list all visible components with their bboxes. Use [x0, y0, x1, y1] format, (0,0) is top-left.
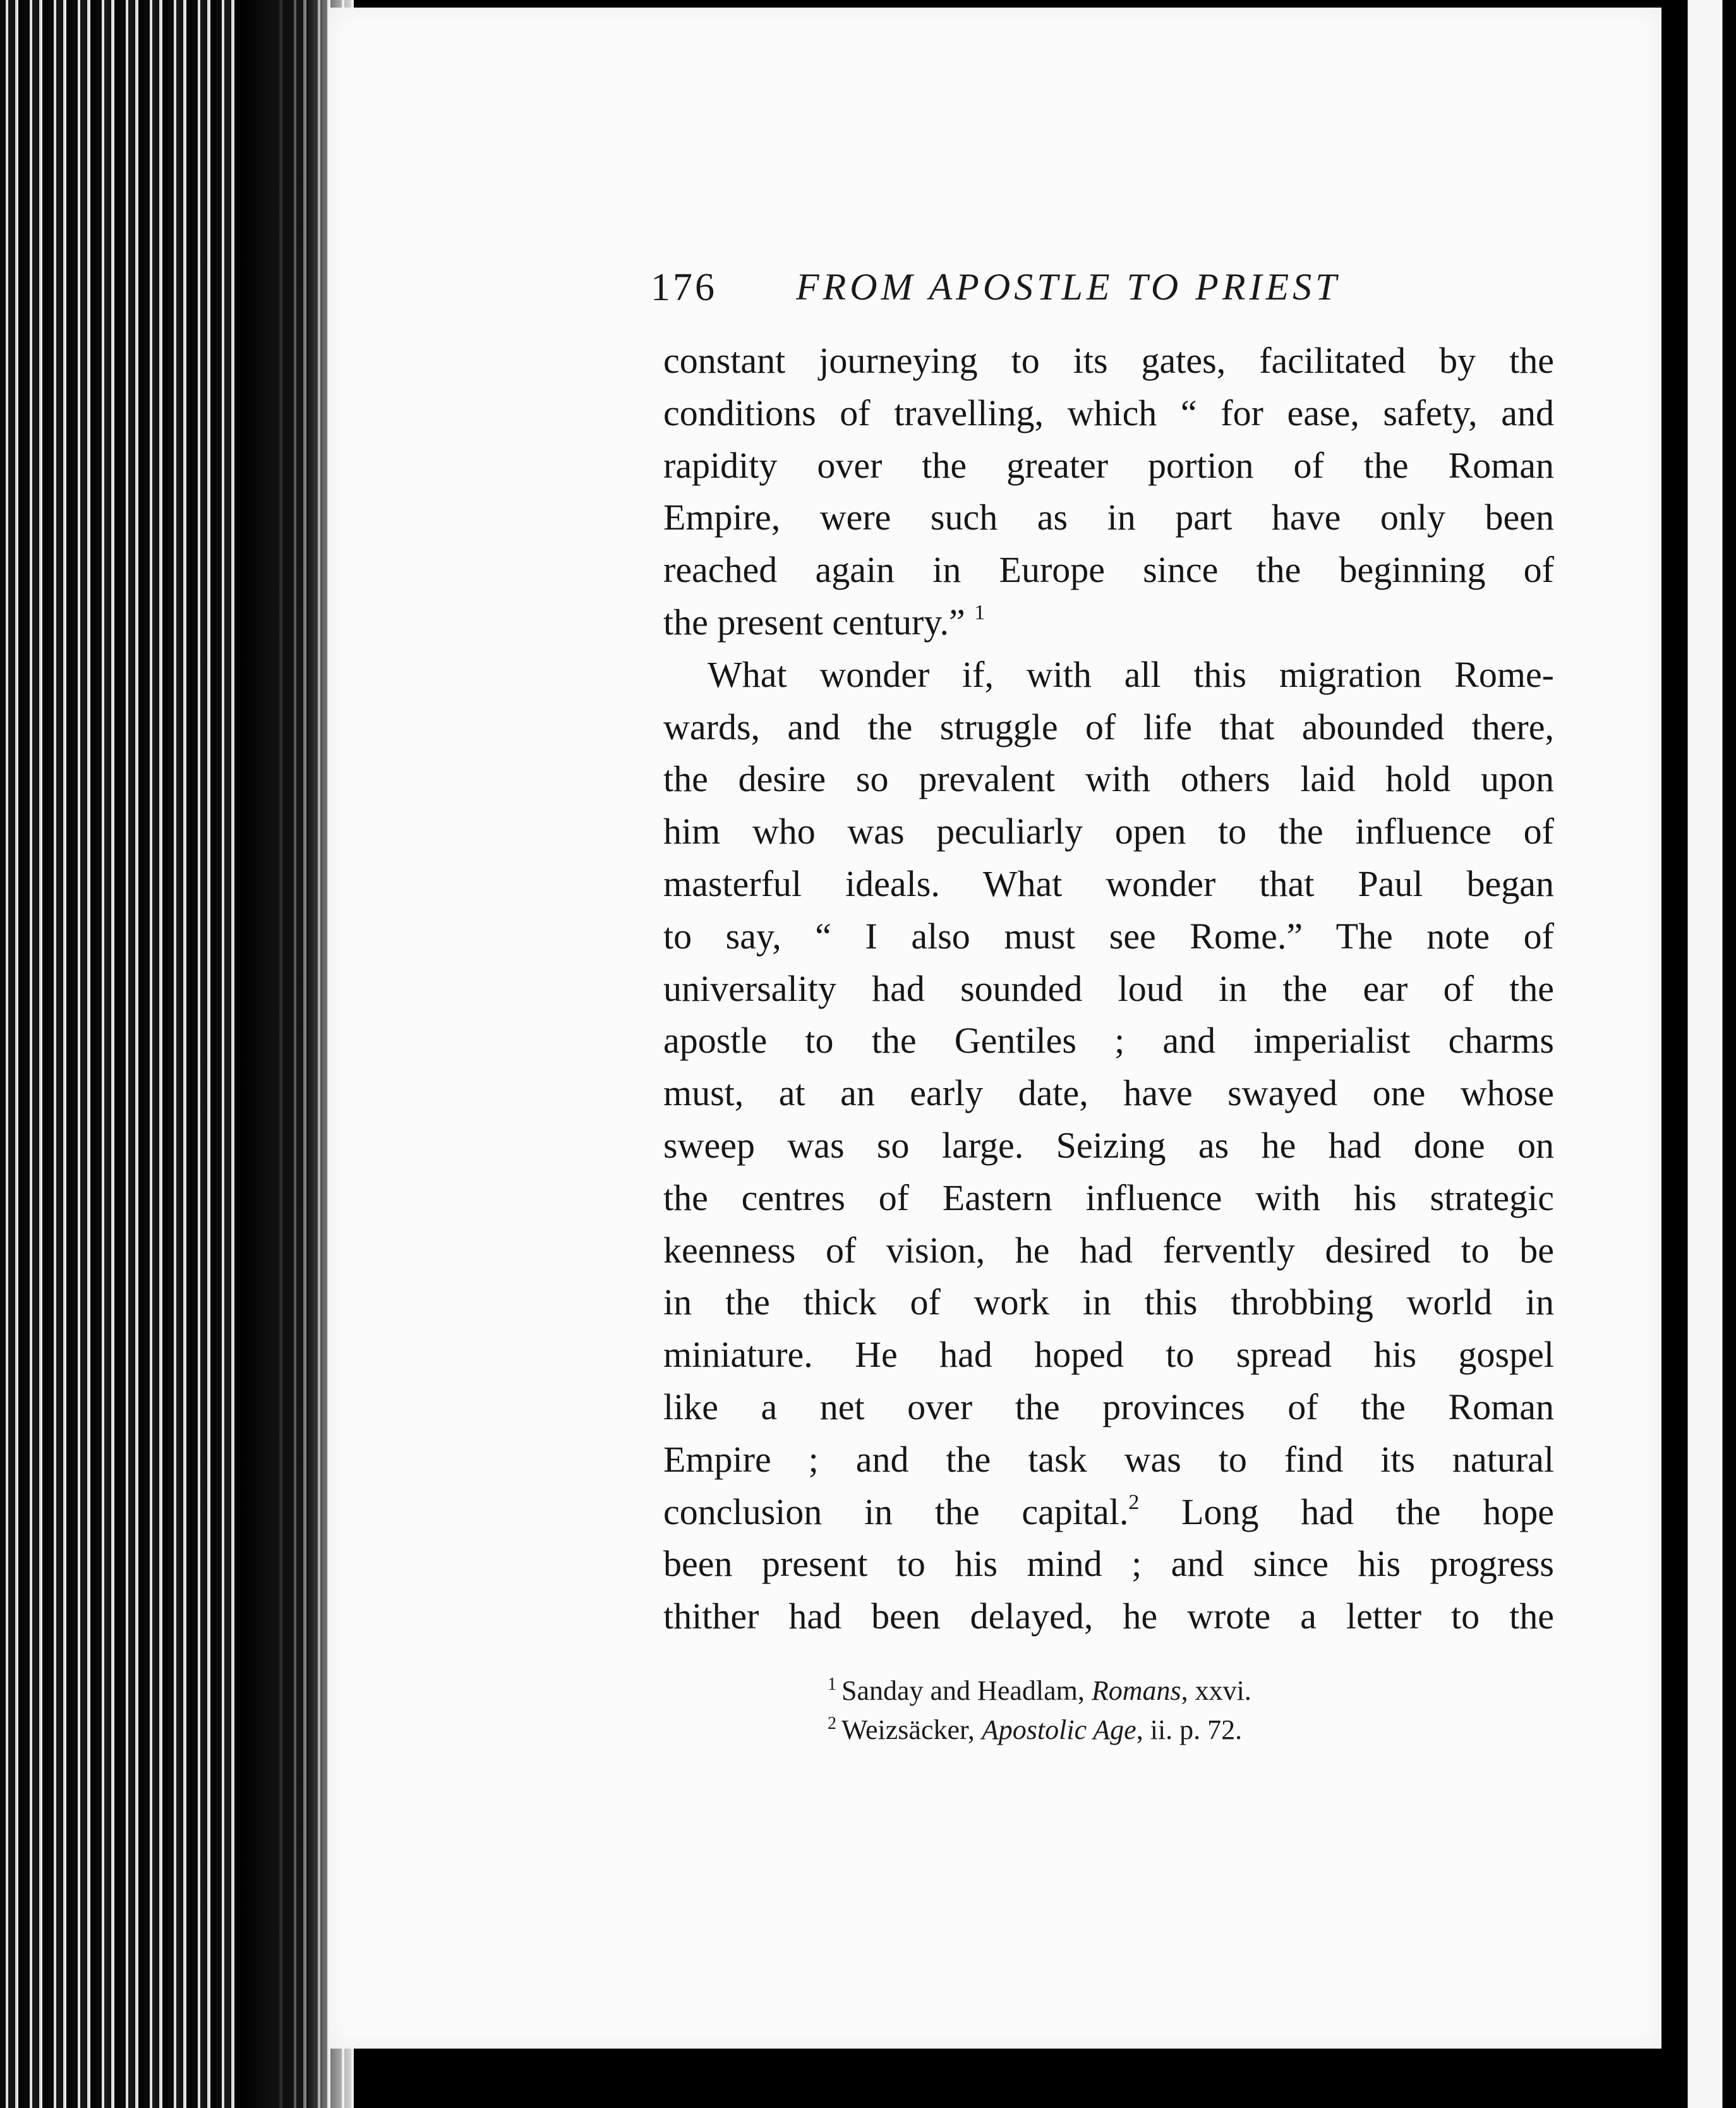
footnote-italic-title: Apostolic Age — [981, 1714, 1136, 1745]
text-line: apostle to the Gentiles ; and imperialist charms — [663, 1020, 1554, 1062]
text-line: wards, and the struggle of life that abounded there, — [663, 706, 1554, 748]
footnote-text: , xxvi. — [1181, 1675, 1251, 1706]
footnote-ref-2: 2 — [1128, 1490, 1140, 1514]
text-line: sweep was so large. Seizing as he had done on — [663, 1124, 1554, 1166]
text-line: masterful ideals. What wonder that Paul began — [663, 863, 1554, 904]
footnote-ref-1: 1 — [974, 600, 986, 624]
footnote-1 — [828, 1671, 1586, 1711]
text-line-content: conclusion in the capital. — [663, 1491, 1129, 1532]
footnote-2 — [828, 1711, 1586, 1750]
text-line: keenness of vision, he had fervently desired to be — [663, 1229, 1554, 1271]
text-line: universality had sounded loud in the ear of the — [663, 967, 1554, 1009]
footnote-italic-title: Romans — [1091, 1675, 1181, 1706]
text-line: must, at an early date, have swayed one whose — [663, 1072, 1554, 1114]
text-line — [663, 1486, 1554, 1539]
text-line: the desire so prevalent with others laid hold upon — [663, 758, 1554, 800]
text-line: in the thick of work in this throbbing world in — [663, 1281, 1554, 1323]
running-title: FROM APOSTLE TO PRIEST — [796, 266, 1341, 308]
footnote-mark: 2 — [828, 1714, 836, 1733]
next-page-edge — [1667, 0, 1736, 2108]
text-line: like a net over the provinces of the Roman — [663, 1386, 1554, 1427]
text-line: been present to his mind ; and since his progress — [663, 1543, 1554, 1585]
text-line: reached again in Europe since the beginning of — [663, 549, 1554, 591]
footnote-text: , ii. p. 72. — [1136, 1714, 1243, 1745]
page-number: 176 — [651, 266, 717, 309]
text-line: rapidity over the greater portion of the Roman — [663, 444, 1554, 486]
text-line: miniature. He had hoped to spread his gospel — [663, 1334, 1554, 1376]
text-line: Empire ; and the task was to find its natural — [663, 1438, 1554, 1480]
text-line: thither had been delayed, he wrote a letter to the — [663, 1596, 1554, 1637]
paragraph-2 — [663, 649, 1554, 1643]
gutter-shadow — [240, 0, 322, 2108]
paragraph-1 — [663, 335, 1554, 649]
footnote-text: Weizsäcker, — [841, 1714, 982, 1745]
text-line: him who was peculiarly open to the influence of — [663, 811, 1554, 852]
text-line — [663, 597, 1554, 649]
footnote-text: Sanday and Headlam, — [841, 1675, 1092, 1706]
text-line: conditions of travelling, which “ for ease, safety, and — [663, 392, 1554, 433]
running-head — [651, 265, 1409, 329]
body-text — [663, 335, 1554, 1643]
text-line: the centres of Eastern influence with his strategic — [663, 1177, 1554, 1218]
text-line: Empire, were such as in part have only been — [663, 497, 1554, 538]
text-line-content: the present century.” — [663, 601, 965, 643]
text-line: constant journeying to its gates, facilitated by the — [663, 340, 1554, 381]
footnote-mark: 1 — [828, 1675, 836, 1694]
footnotes — [828, 1671, 1586, 1750]
text-line: What wonder if, with all this migration Rome- — [708, 653, 1554, 695]
text-line: to say, “ I also must see Rome.” The note of — [663, 915, 1554, 957]
text-line-content: Long had the hope — [1139, 1491, 1554, 1532]
